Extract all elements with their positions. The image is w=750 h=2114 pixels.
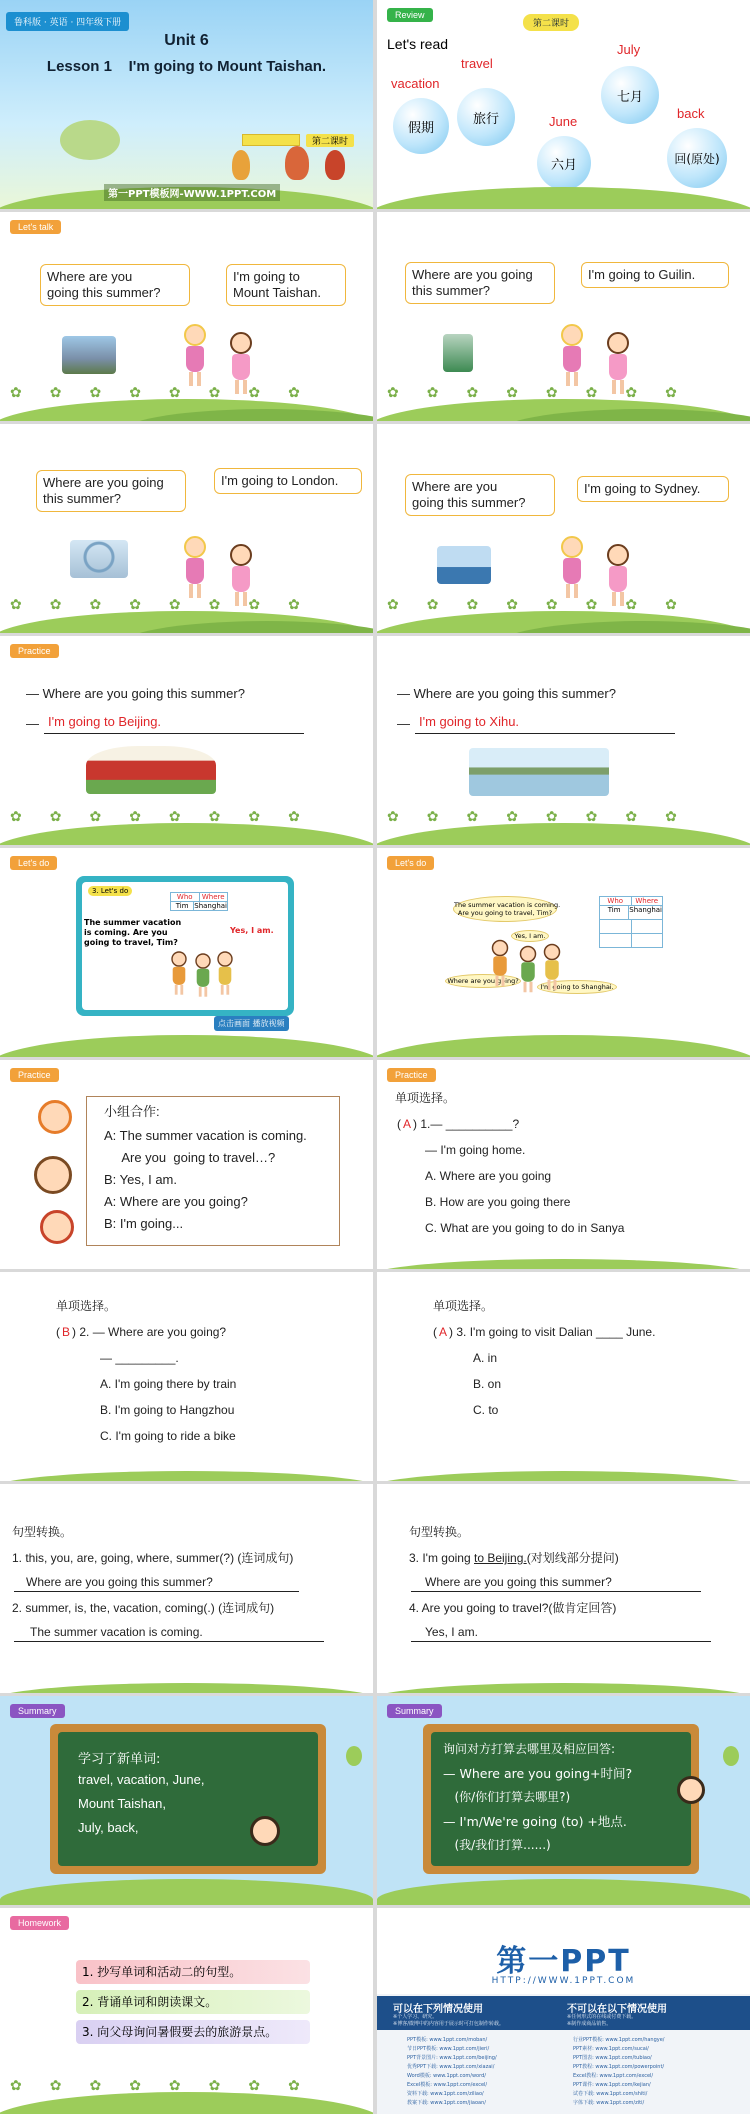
summary-line: — I'm/We're going (to) +地点. <box>443 1814 627 1829</box>
dialogue-line: A: The summer vacation is coming. <box>104 1128 307 1143</box>
link-item[interactable]: 字体下载: www.1ppt.com/ziti/ <box>573 2100 645 2106</box>
slide-transform-2[interactable] <box>377 1484 750 1693</box>
grass-decoration <box>0 1035 373 1057</box>
practice-tag: Practice <box>10 1068 59 1082</box>
summary-line: travel, vacation, June, <box>78 1772 205 1787</box>
link-item[interactable]: PPT课件: www.1ppt.com/kejian/ <box>573 2082 651 2088</box>
paren-close: ) <box>449 1325 454 1339</box>
site-url[interactable]: HTTP://WWW.1PPT.COM <box>491 1976 636 1986</box>
question-line <box>433 1324 655 1340</box>
summary-line: (我/我们打算......) <box>443 1838 551 1852</box>
cannot-use-text: ※任何形式的在线或付费下载。 ※制作成商品销售。 <box>567 2014 637 2027</box>
option[interactable]: B. I'm going to Hangzhou <box>100 1403 235 1417</box>
answer-letter: B <box>62 1325 71 1339</box>
word-en: back <box>677 106 705 121</box>
option[interactable]: C. I'm going to ride a bike <box>100 1429 236 1443</box>
slide-practice-2[interactable] <box>377 636 750 845</box>
question-line <box>397 1116 519 1132</box>
word-bubble[interactable]: 旅行 <box>457 88 515 146</box>
option[interactable]: C. to <box>473 1403 499 1417</box>
lets-talk-tag: Let's talk <box>10 220 61 234</box>
girl-character <box>182 536 208 598</box>
question-text: 1. this, you, are, going, where, summer(?) (连词成句) <box>12 1551 294 1565</box>
word-bubble[interactable]: 回(原处) <box>667 128 727 188</box>
slide-homework[interactable] <box>0 1908 373 2114</box>
slide-talk-3[interactable] <box>0 424 373 633</box>
boy-character <box>490 940 510 987</box>
slide-review[interactable] <box>377 0 750 209</box>
answer-underline <box>14 1591 299 1592</box>
summary-tag: Summary <box>387 1704 442 1718</box>
grass-decoration <box>377 187 750 209</box>
flower-decoration: ✿✿✿✿✿✿✿✿ <box>387 597 705 613</box>
grass-decoration <box>0 1471 373 1481</box>
sydney-opera-house-photo <box>437 546 491 584</box>
london-eye-photo <box>70 540 128 578</box>
flower-decoration: ✿✿✿✿✿✿✿✿ <box>387 809 705 825</box>
group-work-title: 小组合作: <box>104 1104 160 1119</box>
summary-line: 询问对方打算去哪里及相应回答: <box>443 1742 616 1756</box>
link-item[interactable]: PPT教程: www.1ppt.com/powerpoint/ <box>573 2064 665 2070</box>
tree-decoration <box>60 120 120 160</box>
link-list <box>573 2036 723 2108</box>
word-en: vacation <box>391 76 440 91</box>
can-use-title: 可以在下列情况使用 <box>393 2004 483 2015</box>
answer-underline <box>411 1591 701 1592</box>
link-item[interactable]: PPT背景图片: www.1ppt.com/beijing/ <box>407 2055 497 2061</box>
grass-decoration <box>377 1259 750 1269</box>
unit-title: Unit 6 <box>164 32 209 49</box>
practice-tag: Practice <box>10 644 59 658</box>
paren-open: ( <box>433 1325 437 1339</box>
word-bubble[interactable]: 七月 <box>601 66 659 124</box>
review-tag: Review <box>387 8 433 22</box>
dialogue-line: B: Yes, I am. <box>104 1172 177 1187</box>
link-list <box>407 2036 557 2108</box>
question-stem: 1.— __________? <box>420 1117 520 1131</box>
answer-letter: A <box>403 1117 412 1131</box>
girl-character <box>542 944 562 991</box>
lesson-title: Lesson 1 I'm going to Mount Taishan. <box>46 58 327 75</box>
answer-text: Where are you going this summer? <box>26 1575 213 1589</box>
play-video-button[interactable]: 点击画面 播放视频 <box>214 1016 289 1031</box>
textbook-badge: 鲁科版 · 英语 · 四年级下册 <box>6 12 129 31</box>
link-item[interactable]: 资料下载: www.1ppt.com/ziliao/ <box>407 2091 484 2097</box>
homework-item: 2. 背诵单词和朗读课文。 <box>76 1990 310 2014</box>
link-item[interactable]: Excel教程: www.1ppt.com/excel/ <box>573 2073 654 2079</box>
col-where: Where <box>635 897 659 905</box>
answer-dash: — <box>397 716 410 731</box>
practice-tag: Practice <box>387 1068 436 1082</box>
col-who: Who <box>600 897 632 905</box>
slide-lets-do[interactable] <box>377 848 750 1057</box>
exercise-title: 句型转换。 <box>12 1525 73 1539</box>
question-text: 4. Are you going to travel?(做肯定回答) <box>409 1601 617 1615</box>
answer-text: Yes, I am. <box>425 1625 478 1639</box>
reply-line: — I'm going home. <box>425 1143 526 1157</box>
slide-talk-4[interactable] <box>377 424 750 633</box>
video-screen <box>82 882 288 1010</box>
balloon-decoration <box>346 1746 362 1766</box>
tree-decoration <box>285 146 309 180</box>
homework-item: 1. 抄写单词和活动二的句型。 <box>76 1960 310 1984</box>
period-label: 第二课时 <box>523 14 579 31</box>
question-suffix: (对划线部分提问) <box>526 1551 619 1565</box>
grass-decoration <box>377 1035 750 1057</box>
summary-tag: Summary <box>10 1704 65 1718</box>
children-illustration <box>34 1092 80 1250</box>
girl-character <box>182 324 208 386</box>
xihu-lake-photo <box>469 748 609 796</box>
word-en: June <box>549 114 578 129</box>
lets-do-tag: Let's do <box>10 856 57 870</box>
dialogue-line: Are you going to travel…? <box>104 1150 276 1165</box>
girl-character <box>559 324 585 386</box>
answer-text: I'm going to Beijing. <box>48 714 162 729</box>
paren-close: ) <box>72 1325 77 1339</box>
question-text: — Where are you going this summer? <box>26 686 245 701</box>
grass-decoration <box>0 1683 373 1693</box>
who-where-table <box>170 892 228 911</box>
reply-line: — _________. <box>100 1351 179 1365</box>
question-bubble: Where are you going this summer? <box>405 262 555 304</box>
flower-decoration: ✿✿✿✿✿✿✿✿ <box>10 385 328 401</box>
question-prefix: 3. I'm going <box>409 1551 474 1565</box>
flower-decoration: ✿✿✿✿✿✿✿✿ <box>10 2078 328 2094</box>
exercise-title: 单项选择。 <box>433 1299 494 1313</box>
slide-talk-1[interactable] <box>0 212 373 421</box>
answer-text: I'm going to Xihu. <box>419 714 520 729</box>
can-use-text: ※个人学习、研究。 ※博客/微博中的内容用于展示时可打包制作转载。 <box>393 2014 504 2027</box>
watermark: 第一PPT模板网-WWW.1PPT.COM <box>104 184 280 201</box>
flower-decoration: ✿✿✿✿✿✿✿✿ <box>10 597 328 613</box>
guilin-photo <box>443 334 473 372</box>
answer-dash: — <box>26 716 39 731</box>
slide-choice-3[interactable] <box>377 1272 750 1481</box>
grass-decoration <box>0 1879 373 1905</box>
speech-bubble: Yes, I am. <box>511 930 549 942</box>
speech-bubble: I'm going to Shanghai. <box>537 980 617 994</box>
slide-advertisement[interactable] <box>377 1908 750 2114</box>
exercise-title: 句型转换。 <box>409 1525 470 1539</box>
option[interactable]: A. Where are you going <box>425 1169 552 1183</box>
beijing-gate-photo <box>86 746 216 794</box>
who-where-table <box>599 896 663 948</box>
dialogue-line: A: Where are you going? <box>104 1194 248 1209</box>
lets-read-label: Let's read <box>387 36 449 52</box>
slide-practice-1[interactable] <box>0 636 373 845</box>
cell-where: Shanghai <box>194 902 227 910</box>
tree-decoration <box>232 150 250 180</box>
speech-text: Yes, I am. <box>230 926 274 935</box>
homework-item: 3. 向父母询问暑假要去的旅游景点。 <box>76 2020 310 2044</box>
question-stem: 2. — Where are you going? <box>79 1325 227 1339</box>
question-stem: 3. I'm going to visit Dalian ____ June. <box>456 1325 656 1339</box>
girl-character <box>216 951 234 994</box>
option[interactable]: A. in <box>473 1351 498 1365</box>
summary-line: — Where are you going+时间? <box>443 1766 633 1781</box>
answer-bubble: I'm going to Mount Taishan. <box>226 264 346 306</box>
flower-decoration: ✿✿✿✿✿✿✿✿ <box>387 385 705 401</box>
answer-bubble: I'm going to Guilin. <box>581 262 729 288</box>
question-line <box>56 1324 226 1340</box>
col-where: Where <box>201 893 225 901</box>
question-text <box>409 1550 619 1566</box>
slide-choice-1[interactable] <box>377 1060 750 1269</box>
cell-who: Tim <box>600 906 629 919</box>
link-item[interactable]: Word模板: www.1ppt.com/word/ <box>407 2073 486 2079</box>
word-bubble[interactable]: 六月 <box>537 136 591 190</box>
summary-line: 学习了新单词: <box>78 1752 161 1767</box>
summary-line: Mount Taishan, <box>78 1796 166 1811</box>
answer-underline <box>415 733 675 734</box>
answer-letter: A <box>439 1325 448 1339</box>
link-item[interactable]: 教案下载: www.1ppt.com/jiaoan/ <box>407 2100 486 2106</box>
link-item[interactable]: 节日PPT模板: www.1ppt.com/jieri/ <box>407 2046 490 2052</box>
homework-tag: Homework <box>10 1916 69 1930</box>
answer-text: The summer vacation is coming. <box>30 1625 203 1639</box>
girl-character <box>559 536 585 598</box>
underlined-phrase: to Beijing. <box>474 1551 527 1565</box>
answer-underline <box>411 1641 711 1642</box>
link-item[interactable]: 优秀PPT下载: www.1ppt.com/xiazai/ <box>407 2064 495 2070</box>
option[interactable]: B. How are you going there <box>425 1195 571 1209</box>
word-bubble[interactable]: 假期 <box>393 98 449 154</box>
option[interactable]: C. What are you going to do in Sanya <box>425 1221 625 1235</box>
answer-bubble: I'm going to Sydney. <box>577 476 729 502</box>
link-item[interactable]: PPT模板: www.1ppt.com/moban/ <box>407 2037 488 2043</box>
balloon-decoration <box>723 1746 739 1766</box>
slide-title[interactable] <box>0 0 373 209</box>
link-item[interactable]: 试卷下载: www.1ppt.com/shiti/ <box>573 2091 648 2097</box>
lets-do-tag: Let's do <box>387 856 434 870</box>
student-character <box>677 1776 705 1804</box>
summary-line: July, back, <box>78 1820 139 1835</box>
col-who: Who <box>171 893 200 901</box>
paren-open: ( <box>397 1117 401 1131</box>
question-text: — Where are you going this summer? <box>397 686 616 701</box>
question-bubble: Where are you going this summer? <box>405 474 555 516</box>
word-en: July <box>617 42 641 57</box>
cannot-use-title: 不可以在以下情况使用 <box>567 2004 667 2015</box>
question-bubble: Where are you going this summer? <box>36 470 186 512</box>
grass-decoration <box>377 1683 750 1693</box>
ppt-logo: 第一PPT <box>496 1944 631 1979</box>
slide-lets-do-video[interactable] <box>0 848 373 1057</box>
answer-text: Where are you going this summer? <box>425 1575 612 1589</box>
slide-choice-2[interactable] <box>0 1272 373 1481</box>
paren-close: ) <box>413 1117 418 1131</box>
boy-character <box>518 946 538 993</box>
link-item[interactable]: PPT素材: www.1ppt.com/sucai/ <box>573 2046 649 2052</box>
question-text: 2. summer, is, the, vacation, coming(.) (连词成句) <box>12 1601 275 1615</box>
tree-decoration <box>325 150 345 180</box>
inner-tag: 3. Let's do <box>88 886 132 896</box>
word-en: travel <box>461 56 493 71</box>
speech-bubble: Where are you going? <box>445 974 521 988</box>
answer-bubble: I'm going to London. <box>214 468 362 494</box>
option[interactable]: B. on <box>473 1377 502 1391</box>
paren-open: ( <box>56 1325 60 1339</box>
period-label: 第二课时 <box>306 134 354 147</box>
link-item[interactable]: PPT图表: www.1ppt.com/tubiao/ <box>573 2055 652 2061</box>
answer-underline <box>44 733 304 734</box>
exercise-title: 单项选择。 <box>395 1091 456 1105</box>
speech-text: The summer vacation is coming. Are you going to travel, Tim? <box>84 918 182 947</box>
student-character <box>250 1816 280 1846</box>
option[interactable]: A. I'm going there by train <box>100 1377 237 1391</box>
boy-character <box>194 953 212 996</box>
summary-line: (你/你们打算去哪里?) <box>443 1790 571 1804</box>
slide-summary-1[interactable] <box>0 1696 373 1905</box>
slide-summary-2[interactable] <box>377 1696 750 1905</box>
boy-character <box>170 951 188 994</box>
slide-talk-2[interactable] <box>377 212 750 421</box>
slide-group-work[interactable] <box>0 1060 373 1269</box>
flower-decoration: ✿✿✿✿✿✿✿✿ <box>10 809 328 825</box>
mount-taishan-photo <box>62 336 116 374</box>
question-bubble: Where are you going this summer? <box>40 264 190 306</box>
grass-decoration <box>377 1879 750 1905</box>
video-frame[interactable] <box>76 876 294 1016</box>
slide-transform-1[interactable] <box>0 1484 373 1693</box>
grass-decoration <box>377 1471 750 1481</box>
answer-underline <box>14 1641 324 1642</box>
dialogue-line: B: I'm going... <box>104 1216 184 1231</box>
exercise-title: 单项选择。 <box>56 1299 117 1313</box>
speech-bubble: The summer vacation is coming. Are you going to travel, Tim? <box>453 896 557 922</box>
cell-who: Tim <box>171 902 194 910</box>
period-bar <box>242 134 300 146</box>
link-item[interactable]: 行业PPT模板: www.1ppt.com/hangye/ <box>573 2037 665 2043</box>
cell-where: Shanghai <box>629 906 662 914</box>
link-item[interactable]: Excel模板: www.1ppt.com/excel/ <box>407 2082 488 2088</box>
